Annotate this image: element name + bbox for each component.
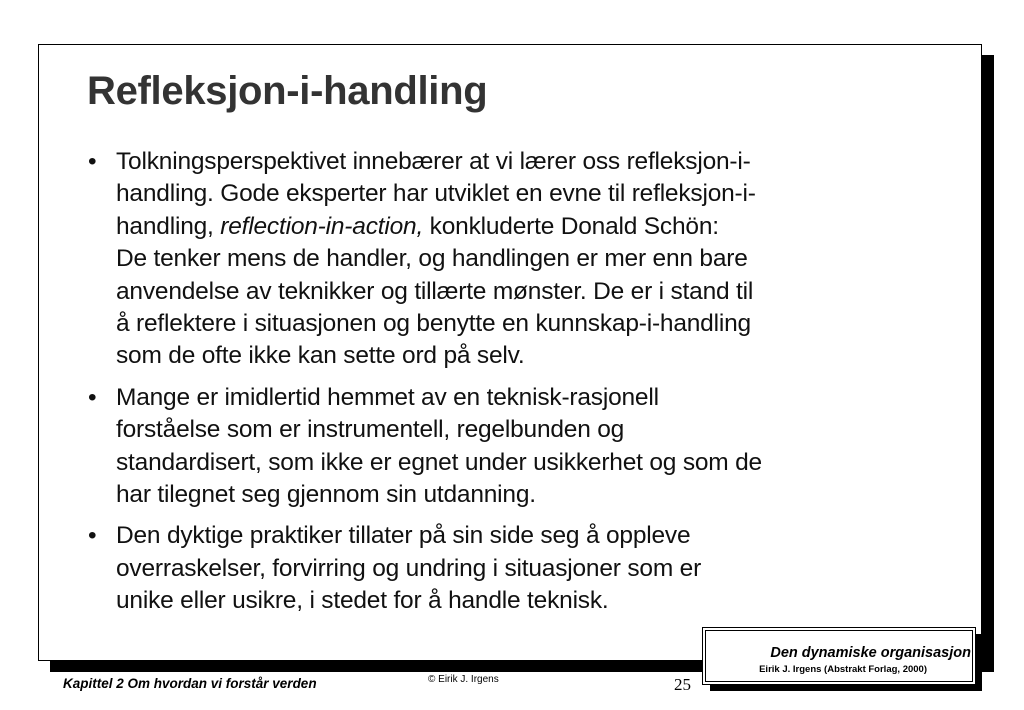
bullet-2-line-2: forståelse som er instrumentell, regelbunden og	[116, 416, 625, 444]
bullet-item-2	[85, 382, 945, 512]
bullet-1-line-6: å reflektere i situasjonen og benytte en kunnskap-i-handling	[116, 310, 751, 338]
bullet-marker: •	[88, 148, 97, 175]
bullet-marker: •	[88, 522, 97, 550]
bullet-1-line-4: De tenker mens de handler, og handlingen er mer enn bare	[116, 245, 748, 273]
bullet-1-line-3-end: konkluderte Donald Schön:	[423, 212, 719, 240]
bullet-1-line-3-start: handling,	[116, 212, 221, 240]
bullet-1-line-3-italic: reflection-in-action,	[220, 212, 424, 240]
bullet-item-1	[85, 146, 945, 373]
book-reference-box	[702, 627, 976, 685]
bullet-2-line-1: Mange er imidlertid hemmet av en teknisk-rasjonell	[116, 383, 659, 411]
bullet-2-line-4: har tilegnet seg gjennom sin utdanning.	[116, 481, 536, 509]
bullet-3-line-1: Den dyktige praktiker tillater på sin side seg å oppleve	[116, 522, 691, 550]
bullet-2-line-3: standardisert, som ikke er egnet under usikkerhet og som de	[116, 448, 762, 476]
bullet-list	[85, 146, 945, 627]
book-author: Eirik J. Irgens (Abstrakt Forlag, 2000)	[759, 664, 927, 675]
bullet-1-line-5: anvendelse av teknikker og tillærte mønster. De er i stand til	[116, 277, 754, 305]
slide-title: Refleksjon-i-handling	[87, 69, 488, 113]
footer-copyright: © Eirik J. Irgens	[428, 674, 499, 685]
bullet-1-line-7: som de ofte ikke kan sette ord på selv.	[116, 342, 525, 370]
bullet-1-line-2: handling. Gode eksperter har utviklet en evne til refleksjon-i-	[116, 180, 756, 208]
slide-frame	[38, 44, 982, 661]
bullet-marker: •	[88, 383, 97, 411]
page-number: 25	[674, 675, 691, 694]
bullet-1-line-3	[116, 211, 945, 243]
bullet-1-line-1: Tolkningsperspektivet innebærer at vi lærer oss refleksjon-i-	[116, 148, 751, 175]
bullet-3-line-2: overraskelser, forvirring og undring i situasjoner som er	[116, 554, 702, 582]
footer-chapter: Kapittel 2 Om hvordan vi forstår verden	[63, 676, 317, 691]
bullet-item-3	[85, 520, 945, 617]
bullet-3-line-3: unike eller usikre, i stedet for å handle teknisk.	[116, 587, 609, 615]
book-title: Den dynamiske organisasjon	[770, 645, 971, 661]
